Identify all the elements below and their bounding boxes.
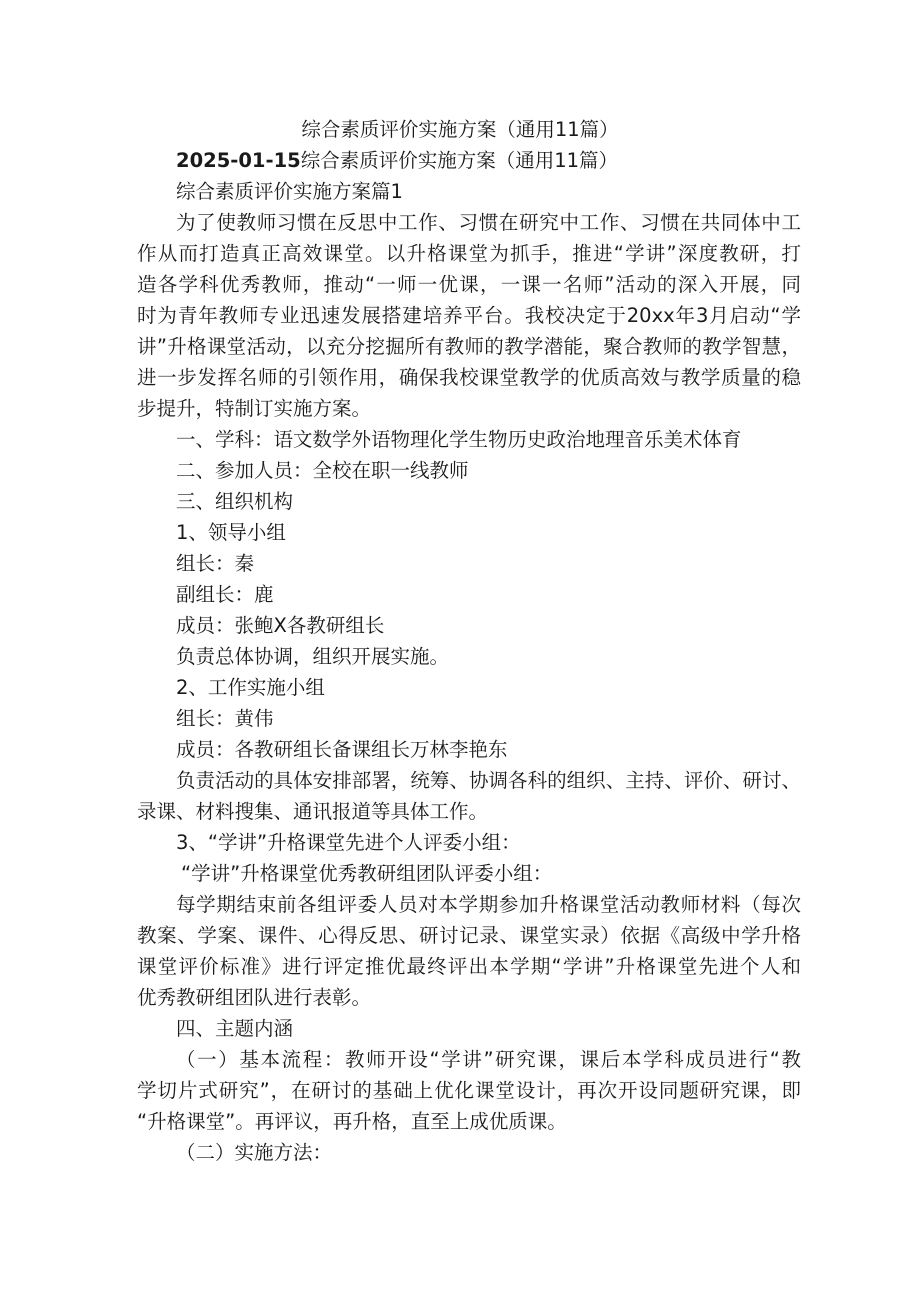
paragraph-line: 录课、材料搜集、通讯报道等具体工作。 [137,800,489,823]
paragraph-line: “升格课堂”。再评议，再升格，直至上成优质课。 [137,1110,567,1133]
participants-line: 二、参加人员：全校在职一线教师 [176,459,469,482]
judging-group-heading: 3、“学讲”升格课堂先进个人评委小组： [176,831,521,854]
heading-text: 综合素质评价实施方案（通用11篇） [300,149,619,172]
team-judging-heading: “学讲”升格课堂优秀教研组团队评委小组： [181,862,553,885]
members-line: 成员：各教研组长备课组长万林李艳东 [176,738,508,761]
leader-line: 组长：秦 [176,552,255,575]
leader-line: 组长：黄伟 [176,707,274,730]
paragraph-line: 为了使教师习惯在反思中工作、习惯在研究中工作、习惯在共同体中工 [176,211,801,234]
paragraph-line: 学切片式研究”，在研讨的基础上优化课堂设计，再次开设同题研究课，即 [137,1079,801,1102]
paragraph-line: 造各学科优秀教师，推动“一师一优课，一课一名师”活动的深入开展，同 [137,273,801,296]
members-line: 成员：张鲍X各教研组长 [176,614,385,637]
paragraph-line: 负责活动的具体安排部署，统筹、协调各科的组织、主持、评价、研讨、 [176,769,801,792]
theme-heading: 四、主题内涵 [176,1017,294,1040]
paragraph-line: 课堂评价标准》进行评定推优最终评出本学期“学讲”升格课堂先进个人和 [137,955,801,978]
method-heading: （二）实施方法： [176,1141,333,1164]
paragraph-line: 每学期结束前各组评委人员对本学期参加升格课堂活动教师材料（每次 [176,893,801,916]
organization-heading: 三、组织机构 [176,490,294,513]
document-title: 综合素质评价实施方案（通用11篇） [301,118,619,141]
dated-heading [137,145,801,176]
paragraph-line: 步提升，特制订实施方案。 [137,397,372,420]
paragraph-line: 进一步发挥名师的引领作用，确保我校课堂教学的优质高效与教学质量的稳 [137,366,801,389]
paragraph-line: 作从而打造真正高效课堂。以升格课堂为抓手，推进“学讲”深度教研，打 [137,242,801,265]
section-heading: 综合素质评价实施方案篇1 [176,180,403,203]
leadership-group-heading: 1、领导小组 [176,521,286,544]
work-group-heading: 2、工作实施小组 [176,676,325,699]
paragraph-line: 讲”升格课堂活动，以充分挖掘所有教师的教学潜能，聚合教师的教学智慧， [137,335,801,358]
duty-line: 负责总体协调，组织开展实施。 [176,645,450,668]
paragraph-line: 优秀教研组团队进行表彰。 [137,986,372,1009]
heading-date: 2025-01-15 [176,149,301,172]
paragraph-line: 教案、学案、课件、心得反思、研讨记录、课堂实录）依据《高级中学升格 [137,924,801,947]
subjects-line: 一、学科：语文数学外语物理化学生物历史政治地理音乐美术体育 [176,428,742,451]
paragraph-line: （一）基本流程：教师开设“学讲”研究课，课后本学科成员进行“教 [176,1048,801,1071]
deputy-leader-line: 副组长：鹿 [176,583,274,606]
paragraph-line: 时为青年教师专业迅速发展搭建培养平台。我校决定于20xx年3月启动“学 [137,304,801,327]
